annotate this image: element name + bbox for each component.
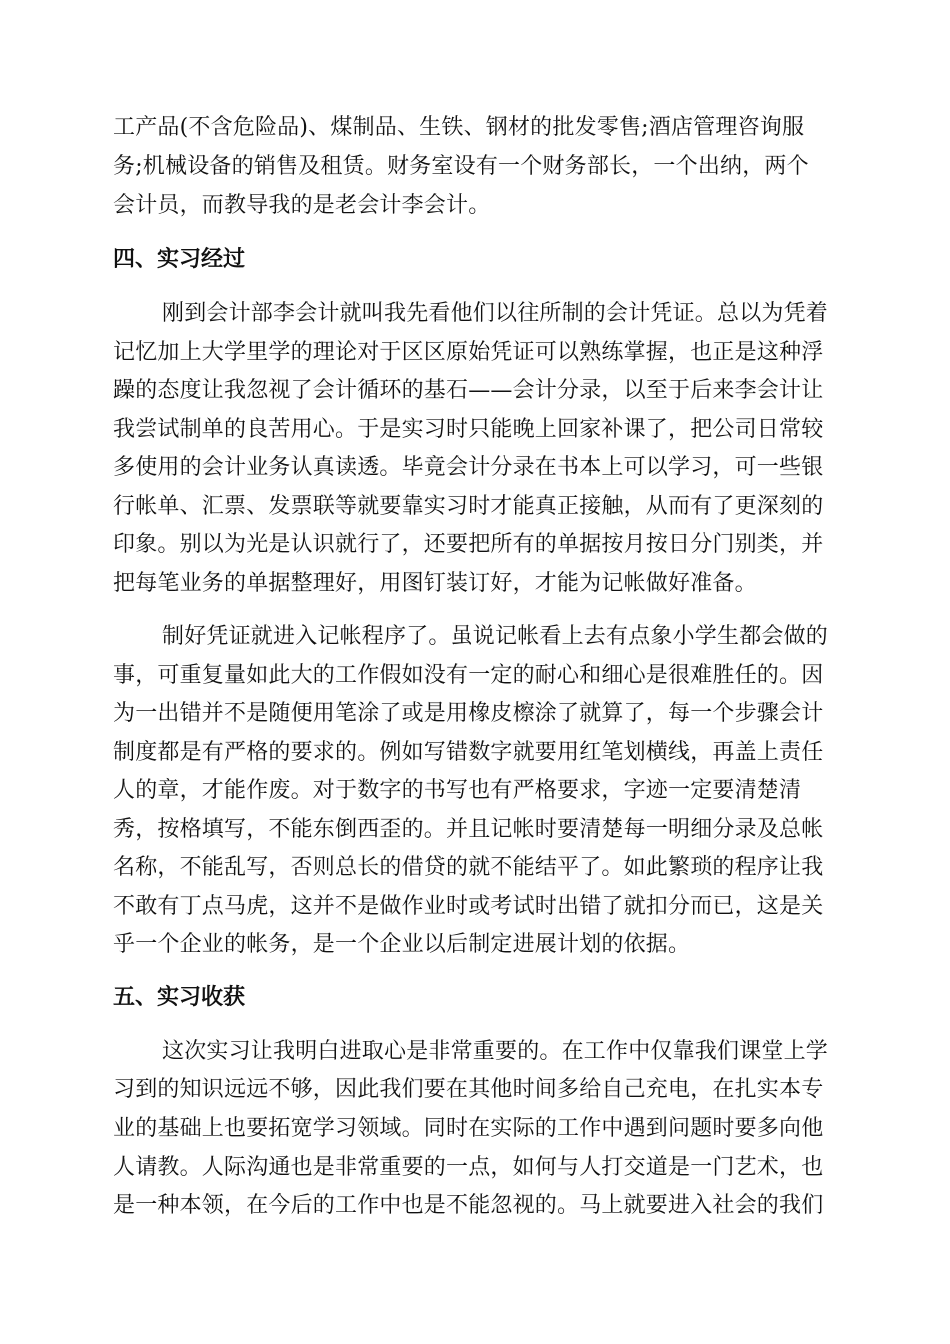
section-heading-internship-gains: 五、实习收获 [113, 985, 246, 1010]
paragraph-line: 记忆加上大学里学的理论对于区区原始凭证可以熟练掌握，也正是这种浮 [113, 340, 824, 365]
paragraph-line: 印象。别以为光是认识就行了，还要把所有的单据按月按日分门别类，并 [113, 532, 824, 557]
paragraph-line: 习到的知识远远不够，因此我们要在其他时间多给自己充电，在扎实本专 [113, 1077, 824, 1102]
intro-line: 工产品(不含危险品)、煤制品、生铁、钢材的批发零售;酒店管理咨询服 [113, 115, 805, 140]
paragraph-line: 这次实习让我明白进取心是非常重要的。在工作中仅靠我们课堂上学 [162, 1039, 829, 1064]
paragraph-line: 事，可重复量如此大的工作假如没有一定的耐心和细心是很难胜任的。因 [113, 663, 824, 688]
paragraph-line: 人请教。人际沟通也是非常重要的一点，如何与人打交道是一门艺术，也 [113, 1155, 824, 1180]
paragraph-line: 把每笔业务的单据整理好，用图钉装订好，才能为记帐做好准备。 [113, 571, 757, 596]
paragraph-line: 行帐单、汇票、发票联等就要靠实习时才能真正接触，从而有了更深刻的 [113, 494, 824, 519]
paragraph-line: 不敢有丁点马虎，这并不是做作业时或考试时出错了就扣分而已，这是关 [113, 894, 824, 919]
paragraph-line: 乎一个企业的帐务，是一个企业以后制定进展计划的依据。 [113, 932, 691, 957]
paragraph-line: 多使用的会计业务认真读透。毕竟会计分录在书本上可以学习，可一些银 [113, 455, 824, 480]
paragraph-line: 人的章，才能作废。对于数字的书写也有严格要求，字迹一定要清楚清 [113, 778, 802, 803]
paragraph-line: 名称，不能乱写，否则总长的借贷的就不能结平了。如此繁琐的程序让我 [113, 855, 824, 880]
paragraph-line: 刚到会计部李会计就叫我先看他们以往所制的会计凭证。总以为凭着 [162, 301, 829, 326]
intro-line: 会计员，而教导我的是老会计李会计。 [113, 193, 491, 218]
paragraph-line: 为一出错并不是随便用笔涂了或是用橡皮檫涂了就算了，每一个步骤会计 [113, 701, 824, 726]
paragraph-line: 秀，按格填写，不能东倒西歪的。并且记帐时要清楚每一明细分录及总帐 [113, 817, 824, 842]
paragraph-line: 我尝试制单的良苦用心。于是实习时只能晚上回家补课了，把公司日常较 [113, 417, 824, 442]
section-heading-internship-process: 四、实习经过 [113, 247, 246, 272]
paragraph-line: 是一种本领，在今后的工作中也是不能忽视的。马上就要进入社会的我们 [113, 1193, 824, 1218]
paragraph-line: 制好凭证就进入记帐程序了。虽说记帐看上去有点象小学生都会做的 [162, 624, 829, 649]
paragraph-line: 业的基础上也要拓宽学习领域。同时在实际的工作中遇到问题时要多向他 [113, 1116, 824, 1141]
intro-line: 务;机械设备的销售及租赁。财务室设有一个财务部长，一个出纳，两个 [113, 154, 809, 179]
paragraph-line: 制度都是有严格的要求的。例如写错数字就要用红笔划横线，再盖上责任 [113, 740, 824, 765]
paragraph-line: 躁的态度让我忽视了会计循环的基石——会计分录，以至于后来李会计让 [113, 378, 824, 403]
